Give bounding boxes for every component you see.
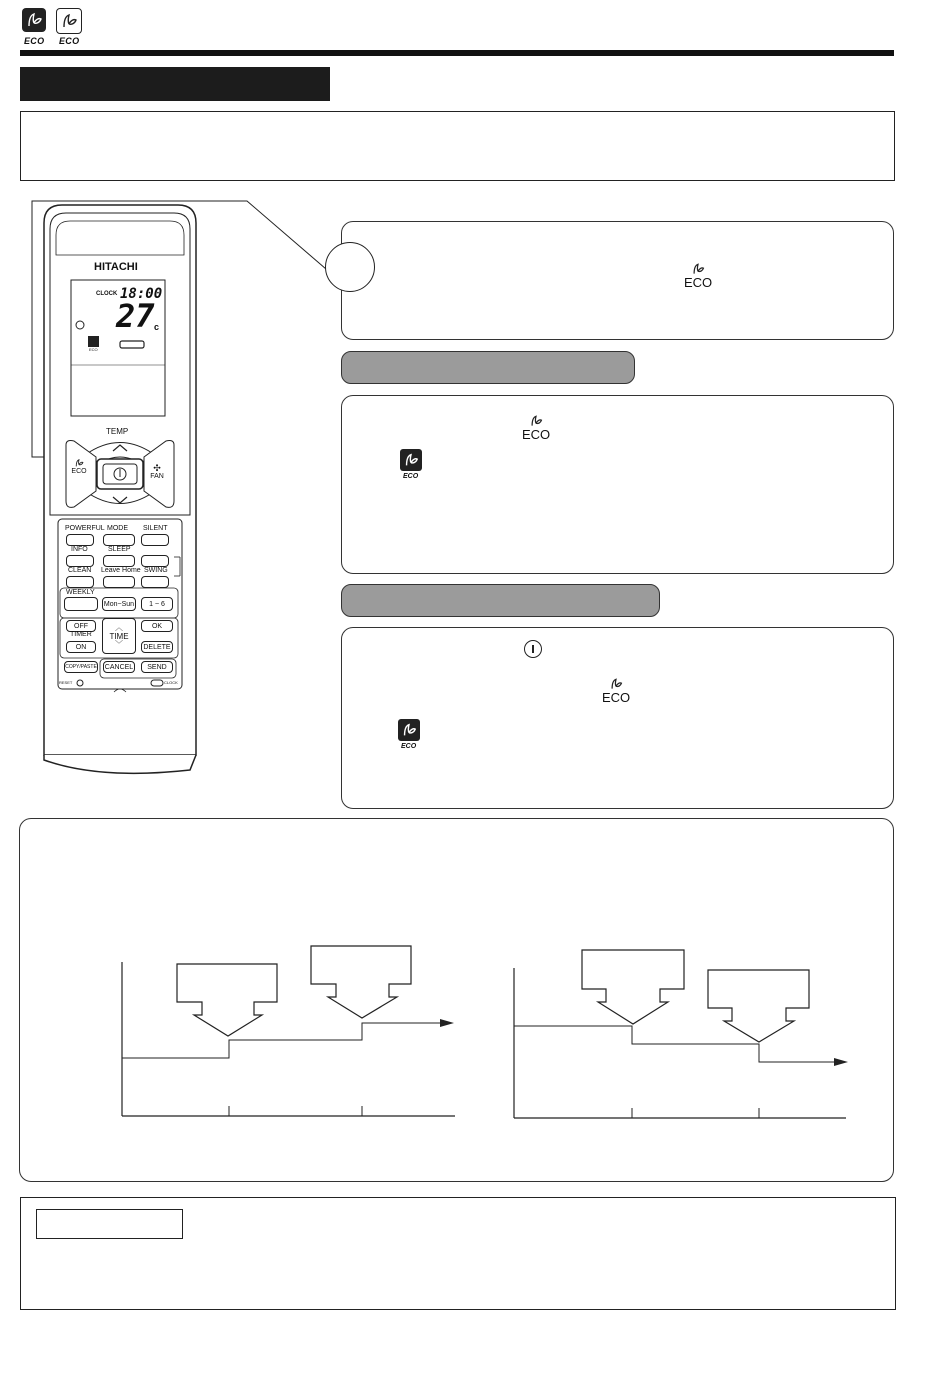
fan-button-label: FAN [150, 473, 164, 480]
step-off-heading-pill [341, 584, 660, 617]
lcd-eco-label: ECO [89, 347, 98, 352]
time-button[interactable] [102, 618, 136, 654]
one-six-label: 1 ~ 6 [149, 600, 165, 608]
remote-outline [0, 195, 340, 795]
fan-icon: ✣ [153, 463, 161, 473]
silent-caption: SILENT [143, 525, 168, 532]
clock-caption: CLOCK [164, 680, 178, 685]
description-box [20, 111, 895, 181]
eco-badge-label: ECO [24, 36, 45, 46]
header-rule [20, 50, 894, 56]
step-off-eco-label: ECO [602, 690, 631, 705]
step-on-eco-symbol [522, 414, 550, 441]
lcd-clock-label: CLOCK [96, 291, 118, 297]
section-title-bar [20, 67, 330, 101]
step-on-eco-badge-label: ECO [403, 473, 419, 480]
silent-button[interactable] [141, 534, 169, 546]
remote-brand: HITACHI [94, 261, 138, 273]
sleep-button[interactable] [103, 555, 135, 567]
swing-button[interactable] [141, 576, 169, 588]
leave-home-caption: Leave Home [101, 567, 141, 574]
sleep-caption: SLEEP [108, 546, 131, 553]
mon-sun-button[interactable] [102, 597, 136, 611]
eco-outline-icon [56, 8, 82, 34]
mode-caption: MODE [107, 525, 128, 532]
one-six-button[interactable] [141, 597, 173, 611]
cooling-eco-diagram [100, 940, 470, 1120]
send-label: SEND [147, 663, 167, 671]
send-button[interactable] [141, 661, 173, 673]
info-button[interactable] [66, 555, 94, 567]
lcd-temperature: 27 [116, 297, 155, 335]
cancel-label: CANCEL [104, 663, 134, 671]
step-on-heading-pill [341, 351, 635, 384]
eco-button-label: ECO [71, 468, 87, 475]
step-off-eco-badge-label: ECO [401, 743, 417, 750]
time-label: TIME [109, 631, 129, 641]
swing-caption: SWING [144, 567, 168, 574]
temp-label: TEMP [106, 427, 129, 436]
lcd-temp-unit: c [154, 322, 160, 332]
ok-button[interactable] [141, 620, 173, 632]
mon-sun-label: Mon~Sun [103, 600, 135, 608]
fan-button[interactable] [147, 464, 167, 488]
step-off-eco-symbol [602, 677, 630, 704]
eco-leaf-icon [609, 677, 623, 691]
lcd-clock-value: 18:00 [120, 286, 163, 302]
callout-box [341, 221, 894, 340]
time-up-icon: ︿ [115, 622, 123, 632]
eco-badge-icon [22, 8, 46, 32]
header [0, 0, 950, 60]
eco-small-button[interactable] [141, 555, 169, 567]
weekly-button[interactable] [64, 597, 98, 611]
reset-caption: RESET [59, 680, 73, 685]
clean-button[interactable] [66, 576, 94, 588]
copy-paste-label: COPY/PASTE [65, 664, 97, 670]
callout-eco-symbol [684, 262, 712, 289]
info-caption: INFO [71, 546, 88, 553]
off-label: OFF [74, 622, 88, 630]
timer-caption: TIMER [70, 631, 92, 638]
leave-home-button[interactable] [103, 576, 135, 588]
weekly-caption: WEEKLY [66, 589, 95, 596]
eco-leaf-icon [529, 414, 543, 428]
delete-label: DELETE [143, 643, 171, 651]
delete-button[interactable] [141, 641, 173, 653]
step-on-eco-badge-icon [400, 449, 422, 471]
eco-leaf-icon [691, 262, 705, 276]
eco-button[interactable] [68, 458, 90, 488]
clean-caption: CLEAN [68, 567, 92, 574]
on-label: ON [75, 643, 87, 651]
powerful-caption: POWERFUL [65, 525, 105, 532]
callout-step-circle [325, 242, 375, 292]
note-title-box [36, 1209, 183, 1239]
power-button-icon [524, 640, 542, 658]
powerful-button[interactable] [66, 534, 94, 546]
callout-eco-label: ECO [684, 275, 713, 290]
ok-label: OK [151, 622, 163, 630]
step-off-box [341, 627, 894, 809]
eco-leaf-icon [74, 458, 84, 468]
cancel-button[interactable] [103, 661, 135, 673]
step-on-eco-label: ECO [522, 427, 551, 442]
mode-button[interactable] [103, 534, 135, 546]
eco-outline-label: ECO [59, 36, 80, 46]
time-down-icon: ﹀ [115, 639, 123, 649]
on-button[interactable] [66, 641, 96, 653]
step-off-eco-badge-icon [398, 719, 420, 741]
copy-paste-button[interactable] [64, 661, 98, 673]
heating-eco-diagram [492, 940, 862, 1130]
step-on-box [341, 395, 894, 574]
